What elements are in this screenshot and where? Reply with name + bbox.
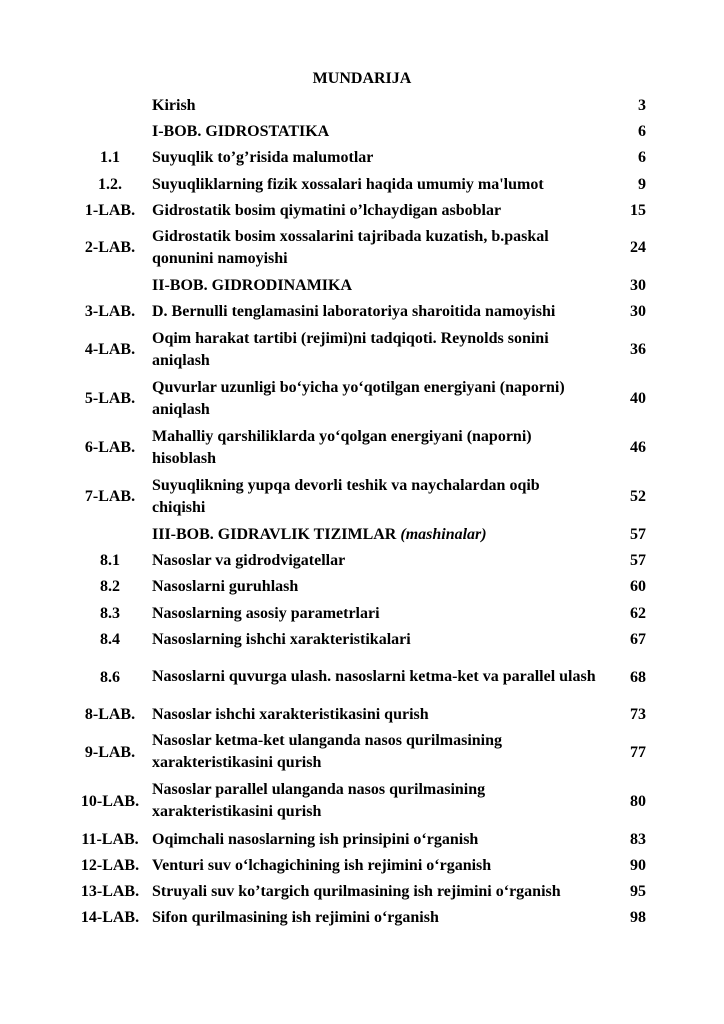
toc-number: 8.3: [100, 604, 120, 622]
toc-page: 83: [630, 830, 646, 848]
toc-page: 6: [638, 122, 646, 140]
toc-row: [70, 374, 646, 423]
toc-title-main: III-BOB. GIDRAVLIK TIZIMLAR: [152, 525, 397, 543]
toc-page: 52: [630, 488, 646, 506]
toc-page: 95: [630, 883, 646, 901]
toc-page: 80: [630, 792, 646, 810]
toc-page: 30: [630, 277, 646, 295]
toc-number: 8.6: [100, 668, 120, 686]
toc-title: D. Bernulli tenglamasini laboratoriya sharoitida namoyishi: [152, 303, 556, 321]
toc-page: 30: [630, 303, 646, 321]
toc-number: 2-LAB.: [84, 239, 136, 257]
toc-row: [70, 325, 646, 374]
toc-title: Nasoslarning ishchi xarakteristikalari: [152, 630, 411, 648]
toc-page: 15: [630, 201, 646, 219]
toc-number: 13-LAB.: [80, 883, 140, 901]
toc-page: 9: [638, 175, 646, 193]
toc-number: 9-LAB.: [84, 743, 136, 761]
toc-row: [70, 852, 646, 878]
toc-title: Gidrostatik bosim qiymatini o’lchaydigan asboblar: [152, 201, 502, 219]
toc-row: [70, 197, 646, 223]
toc-number: 7-LAB.: [84, 488, 136, 506]
toc-number: 11-LAB.: [81, 830, 139, 848]
toc-number: 5-LAB.: [84, 390, 136, 408]
toc-number: 10-LAB.: [80, 792, 140, 810]
toc-row: [70, 171, 646, 197]
toc-number: 1-LAB.: [84, 201, 136, 219]
toc-title: Suyuqlikning yupqa devorli teshik va naychalardan oqib chiqishi: [152, 476, 540, 516]
toc-page: 24: [630, 239, 646, 257]
toc-page: 3: [638, 96, 646, 114]
toc-number: 6-LAB.: [84, 439, 136, 457]
toc-row: [70, 702, 646, 728]
toc-number: 1.2.: [98, 175, 122, 193]
toc-title: Nasoslar va gidrodvigatellar: [152, 552, 346, 570]
toc-title: [150, 521, 596, 547]
table-of-contents: [70, 92, 646, 931]
toc-title: Nasoslarni quvurga ulash. nasoslarni ketma-ket va parallel ulash: [152, 668, 596, 686]
toc-row: [70, 272, 646, 298]
toc-number: [70, 272, 150, 298]
toc-title: Struyali suv ko’targich qurilmasining ish rejimini o‘rganish: [152, 883, 561, 901]
toc-row: [70, 826, 646, 852]
toc-row: [70, 92, 646, 118]
toc-title: Nasoslar parallel ulanganda nasos qurilmasining xarakteristikasini qurish: [152, 781, 486, 821]
toc-number: 8.4: [100, 630, 120, 648]
toc-page: 67: [630, 630, 646, 648]
toc-title: Oqim harakat tartibi (rejimi)ni tadqiqoti. Reynolds sonini aniqlash: [152, 329, 549, 369]
toc-page: 57: [630, 552, 646, 570]
toc-number: 12-LAB.: [80, 856, 140, 874]
toc-number: [70, 92, 150, 118]
toc-number: 4-LAB.: [84, 341, 136, 359]
toc-title: Oqimchali nasoslarning ish prinsipini o‘rganish: [152, 830, 479, 848]
toc-page: 36: [630, 341, 646, 359]
toc-page: 98: [630, 909, 646, 927]
toc-page: 73: [630, 706, 646, 724]
toc-page: 46: [630, 439, 646, 457]
toc-row: [70, 600, 646, 626]
toc-row: [70, 777, 646, 826]
toc-number: 3-LAB.: [84, 303, 136, 321]
toc-title: Kirish: [152, 96, 196, 114]
toc-row: [70, 118, 646, 144]
toc-page: 62: [630, 604, 646, 622]
toc-title: Suyuqlik to’g’risida malumotlar: [152, 149, 374, 167]
toc-row: [70, 728, 646, 777]
toc-title: Nasoslarni guruhlash: [152, 578, 299, 596]
toc-row: [70, 547, 646, 573]
toc-page: 40: [630, 390, 646, 408]
toc-number: 8.1: [100, 552, 120, 570]
toc-page: 57: [630, 525, 646, 543]
toc-title-italic: (mashinalar): [400, 525, 487, 543]
toc-title: Suyuqliklarning fizik xossalari haqida umumiy ma'lumot: [152, 175, 544, 193]
toc-row: [70, 299, 646, 325]
toc-row: [70, 521, 646, 547]
toc-row: [70, 423, 646, 472]
toc-row: [70, 145, 646, 171]
toc-title: I-BOB. GIDROSTATIKA: [152, 122, 330, 140]
toc-row: [70, 223, 646, 272]
toc-title: Mahalliy qarshiliklarda yo‘qolgan energiyani (naporni) hisoblash: [152, 427, 532, 467]
toc-row: [70, 574, 646, 600]
toc-number: 1.1: [100, 149, 120, 167]
toc-number: 14-LAB.: [80, 909, 140, 927]
toc-title: Venturi suv o‘lchagichining ish rejimini o‘rganish: [152, 856, 492, 874]
toc-title: Nasoslar ketma-ket ulanganda nasos qurilmasining xarakteristikasini qurish: [152, 732, 502, 772]
toc-number: [70, 521, 150, 547]
toc-page: 68: [630, 668, 646, 686]
toc-row: [70, 472, 646, 521]
toc-row: [70, 878, 646, 904]
toc-page: 77: [630, 743, 646, 761]
toc-number: 8-LAB.: [84, 706, 136, 724]
toc-title: Sifon qurilmasining ish rejimini o‘rganish: [152, 909, 439, 927]
toc-title: II-BOB. GIDRODINAMIKA: [152, 277, 353, 295]
toc-title: Nasoslar ishchi xarakteristikasini qurish: [152, 706, 429, 724]
toc-title: Quvurlar uzunligi bo‘yicha yo‘qotilgan energiyani (naporni) aniqlash: [152, 378, 565, 418]
toc-page: 6: [638, 149, 646, 167]
page-title: MUNDARIJA: [312, 70, 412, 87]
toc-number: 8.2: [100, 578, 120, 596]
toc-page: 90: [630, 856, 646, 874]
toc-title: Gidrostatik bosim xossalarini tajribada kuzatish, b.paskal qonunini namoyishi: [152, 227, 549, 267]
toc-title: Nasoslarning asosiy parametrlari: [152, 604, 380, 622]
toc-number: [70, 118, 150, 144]
toc-row: [70, 626, 646, 652]
toc-row: [70, 905, 646, 931]
toc-row: [70, 653, 646, 702]
toc-page: 60: [630, 578, 646, 596]
